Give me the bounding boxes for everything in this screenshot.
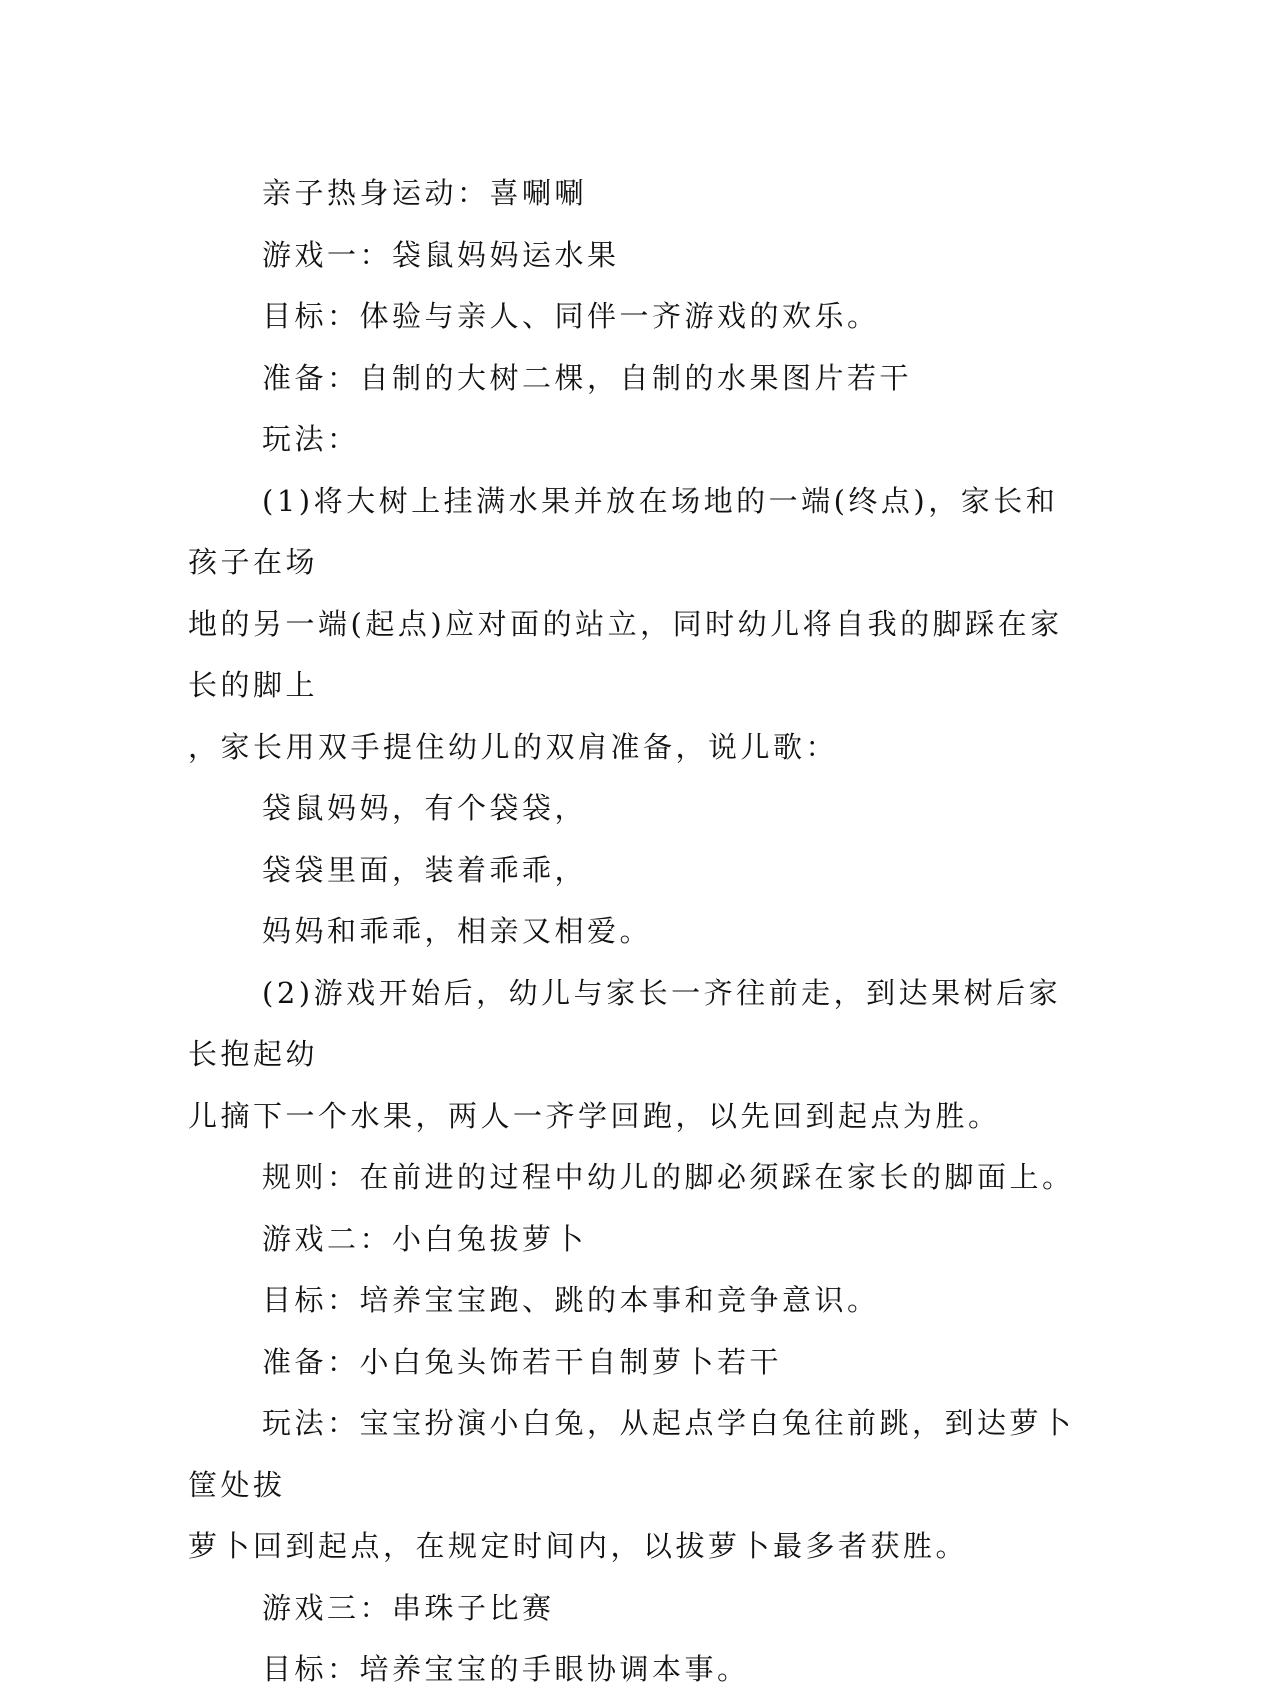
paragraph-game3-title: 游戏三：串珠子比赛 [262, 1590, 555, 1625]
paragraph-game1-howto: 玩法： [262, 422, 360, 456]
document-body [188, 163, 1088, 1701]
paragraph-game1-step1-line2: 地的另一端(起点)应对面的站立，同时幼儿将自我的脚踩在家长的脚上 [188, 606, 1063, 702]
paragraph-game1-step1-line3: ，家长用双手提住幼儿的双肩准备，说儿歌： [188, 729, 839, 764]
paragraph-rhyme-line3: 妈妈和乖乖，相亲又相爱。 [262, 914, 653, 948]
paragraph-game2-prep: 准备：小白兔头饰若干自制萝卜若干 [262, 1344, 783, 1379]
paragraph-warmup: 亲子热身运动：喜唰唰 [262, 176, 588, 210]
paragraph-game2-goal: 目标：培养宝宝跑、跳的本事和竞争意识。 [262, 1283, 880, 1317]
paragraph-game1-step1-line1: (1)将大树上挂满水果并放在场地的一端(终点)，家长和孩子在场 [188, 483, 1059, 579]
paragraph-game1-goal: 目标：体验与亲人、同伴一齐游戏的欢乐。 [262, 299, 880, 333]
paragraph-game1-step2-line1: (2)游戏开始后，幼儿与家长一齐往前走，到达果树后家长抱起幼 [188, 975, 1062, 1071]
paragraph-game2-howto-line2: 萝卜回到起点，在规定时间内，以拔萝卜最多者获胜。 [188, 1529, 969, 1563]
paragraph-game1-title: 游戏一：袋鼠妈妈运水果 [262, 237, 620, 272]
paragraph-game1-prep: 准备：自制的大树二棵，自制的水果图片若干 [262, 360, 913, 395]
paragraph-game3-goal: 目标：培养宝宝的手眼协调本事。 [262, 1652, 750, 1686]
paragraph-rhyme-line1: 袋鼠妈妈，有个袋袋， [262, 791, 588, 825]
paragraph-game1-rule: 规则：在前进的过程中幼儿的脚必须踩在家长的脚面上。 [262, 1160, 1075, 1194]
paragraph-game2-title: 游戏二：小白兔拔萝卜 [262, 1221, 588, 1256]
paragraph-game1-step2-line2: 儿摘下一个水果，两人一齐学回跑，以先回到起点为胜。 [188, 1098, 1001, 1133]
paragraph-rhyme-line2: 袋袋里面，装着乖乖， [262, 852, 588, 887]
paragraph-game2-howto-line1: 玩法：宝宝扮演小白兔，从起点学白兔往前跳，到达萝卜筐处拔 [188, 1406, 1075, 1502]
